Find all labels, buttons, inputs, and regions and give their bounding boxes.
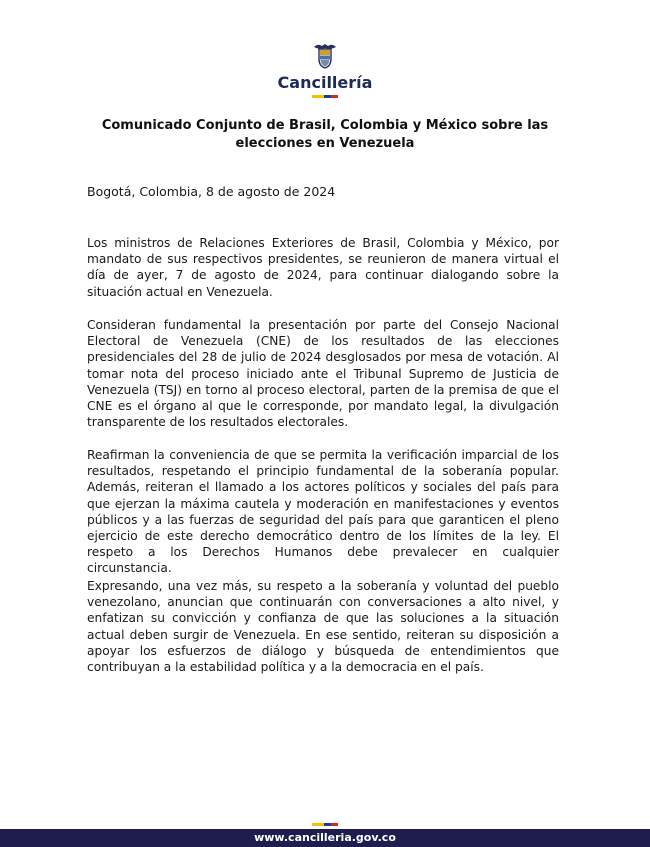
footer-stripe-red bbox=[331, 823, 338, 826]
paragraph-4: Expresando, una vez más, su respeto a la soberanía y voluntad del pueblo venezolano, anuncian que continuarán con conversaciones a alto nivel, y enfatizan su convicción y confianza de que las soluciones a la situación actual deben surgir de Venezuela. En ese sentido, reiteran su disposición a apoyar los esfuerzos de diálogo y búsqueda de entendimientos que contribuyan a la estabilidad política y a la democracia en el país. bbox=[87, 579, 559, 675]
paragraph-2: Consideran fundamental la presentación por parte del Consejo Nacional Electoral de Venezuela (CNE) de los resultados de las elecciones presidenciales del 28 de julio de 2024 desglosados por mesa de votación. Al tomar nota del proceso iniciado ante el Tribunal Supremo de Justicia de Venezuela (TSJ) en torno al proceso electoral, parten de la premisa de que el CNE es el órgano al que le corresponde, por mandato legal, la divulgación transparente de los resultados electorales. bbox=[87, 318, 559, 430]
footer-stripe-yellow bbox=[312, 823, 324, 826]
flag-stripe-yellow bbox=[312, 95, 324, 98]
flag-stripe-red bbox=[331, 95, 338, 98]
paragraph-1: Los ministros de Relaciones Exteriores de Brasil, Colombia y México, por mandato de sus respectivos presidentes, se reunieron de manera virtual el día de ayer, 7 de agosto de 2024, para continuar dialogando sobre la situación actual en Venezuela. bbox=[87, 236, 559, 299]
letterhead bbox=[0, 0, 650, 110]
footer-url-link[interactable]: www.cancilleria.gov.co bbox=[254, 831, 396, 844]
footer-stripe-blue bbox=[324, 823, 331, 826]
document-title: Comunicado Conjunto de Brasil, Colombia y México sobre las elecciones en Venezuela bbox=[101, 118, 549, 151]
flag-stripe-blue bbox=[324, 95, 331, 98]
coat-of-arms-icon bbox=[310, 40, 340, 70]
footer-bar bbox=[0, 829, 650, 847]
brand-name: Cancillería bbox=[277, 73, 373, 92]
paragraph-3: Reafirman la conveniencia de que se permita la verificación imparcial de los resultados, respetando el principio fundamental de la soberanía popular. Además, reiteran el llamado a los actores políticos y sociales del país para que ejerzan la máxima cautela y moderación en manifestaciones y eventos públicos y a las fuerzas de seguridad del país para que garanticen el pleno ejercicio de este derecho democrático dentro de los límites de la ley. El respeto a los Derechos Humanos debe prevalecer en cualquier circunstancia. bbox=[87, 448, 559, 576]
dateline: Bogotá, Colombia, 8 de agosto de 2024 bbox=[87, 184, 336, 199]
